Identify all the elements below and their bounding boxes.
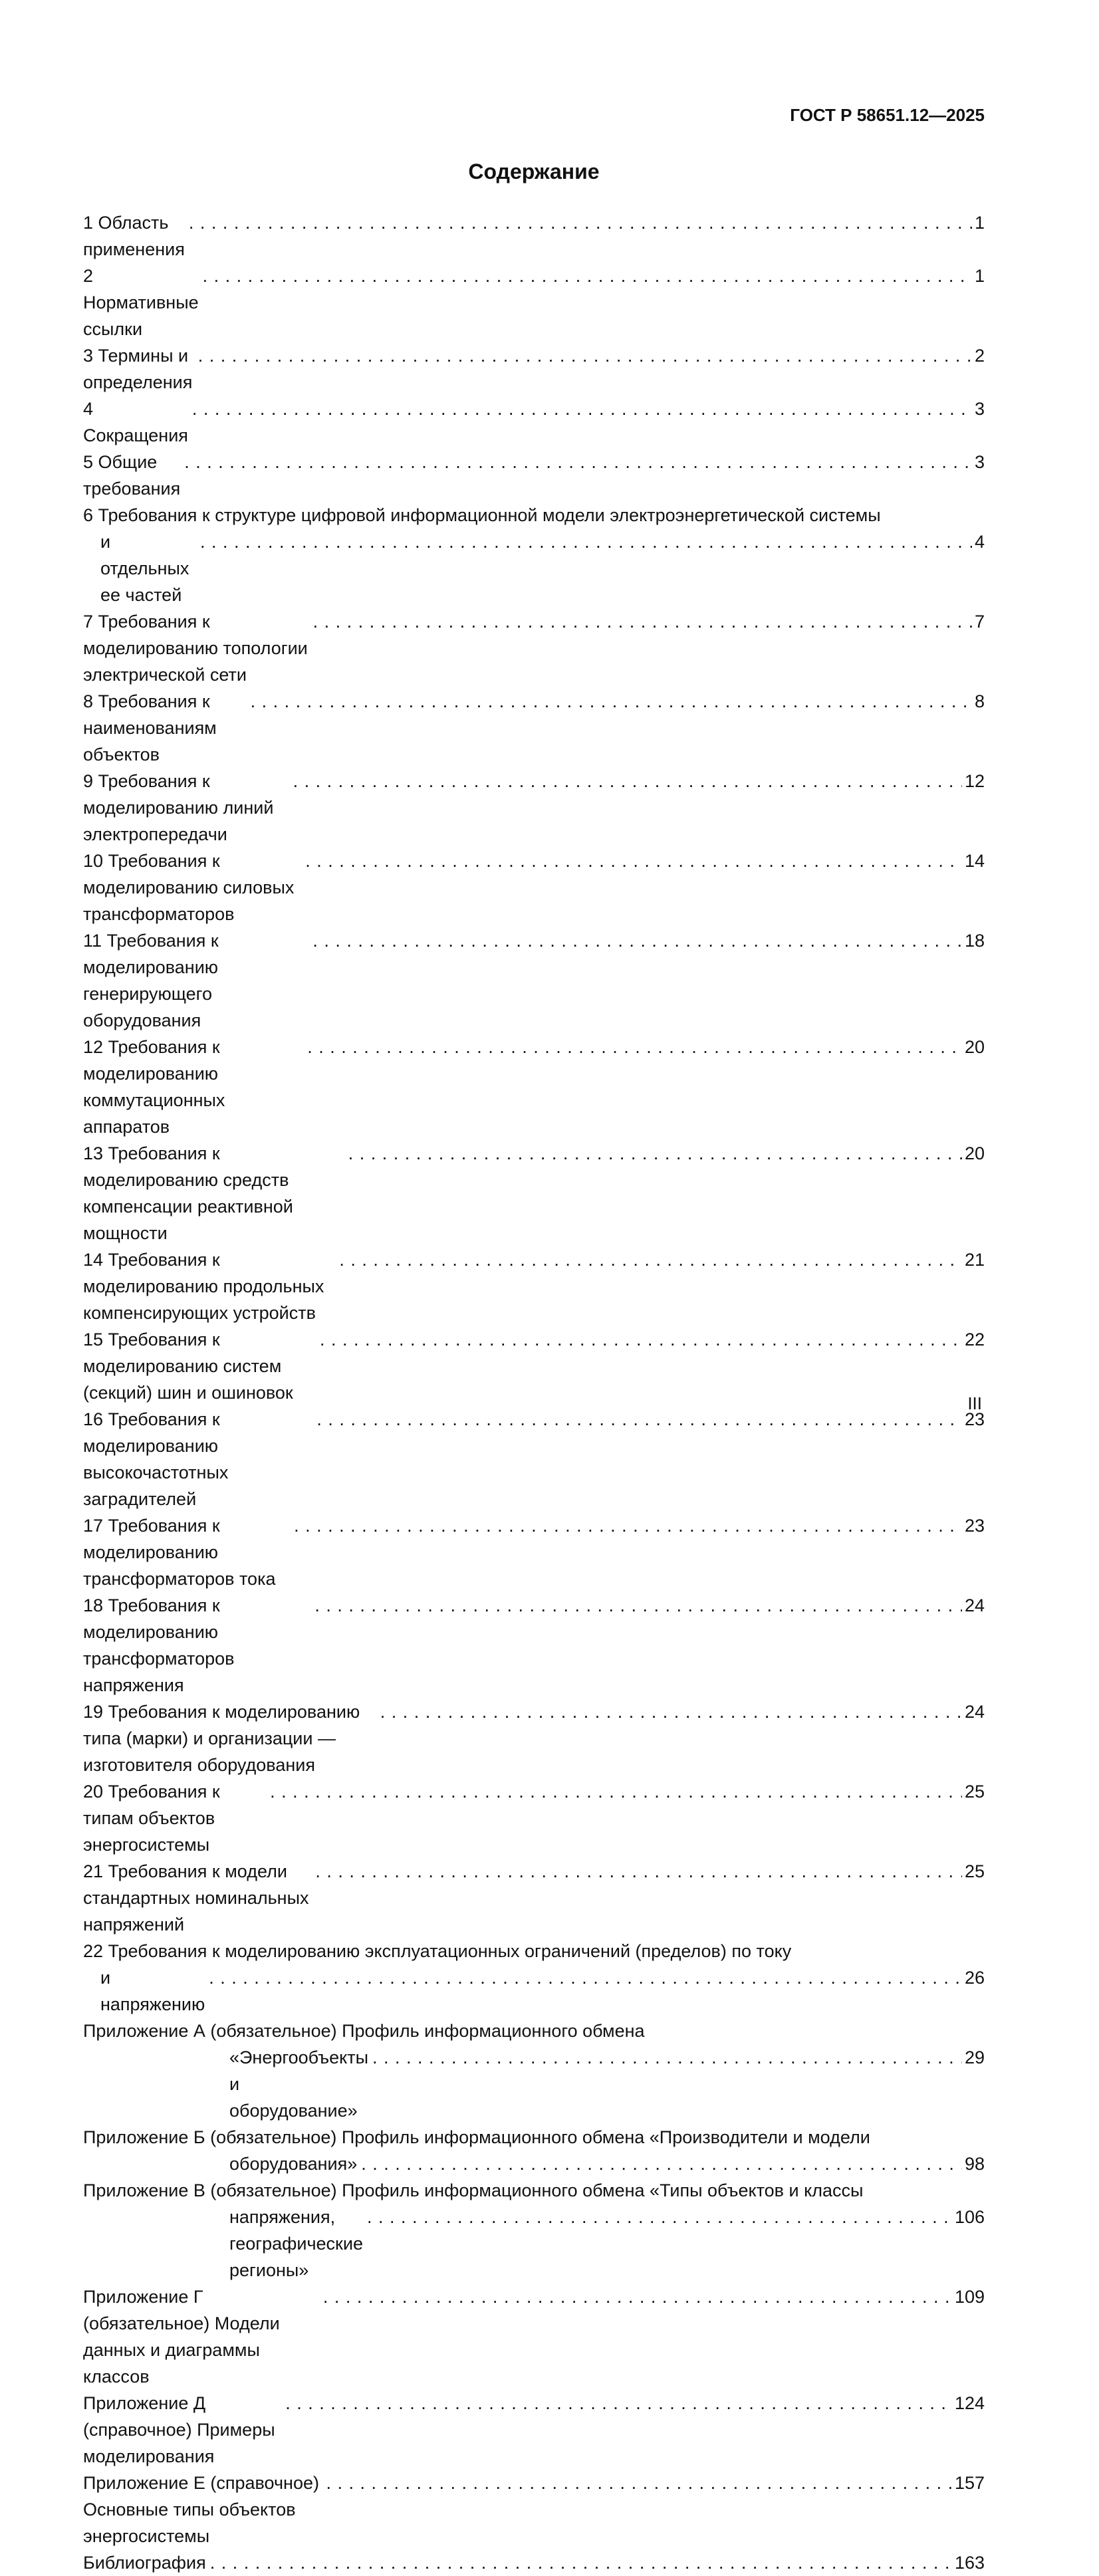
toc-entry-line xyxy=(83,1140,985,1246)
toc-entry-text: 18 Требования к моделированию трансформаторов напряжения xyxy=(83,1595,240,1695)
toc-entry-line xyxy=(83,1698,985,1778)
toc-entry-text: 2 Нормативные ссылки xyxy=(83,266,204,339)
dot-leader xyxy=(348,1140,962,1167)
toc-page-number: 163 xyxy=(954,2553,985,2573)
toc-entry-text: 15 Требования к моделированию систем (секций) шин и ошиновок xyxy=(83,1330,293,1403)
toc-page-number: 14 xyxy=(964,851,985,871)
toc-page-number: 2 xyxy=(974,346,985,366)
dot-leader xyxy=(313,608,972,635)
toc-entry-line xyxy=(83,848,985,927)
toc-entry-line xyxy=(83,2204,985,2283)
toc-page-number: 3 xyxy=(974,399,985,419)
toc-entry-line xyxy=(83,2283,985,2390)
toc-entry xyxy=(83,263,985,342)
toc-entry xyxy=(83,1938,985,2018)
toc-page-number: 7 xyxy=(974,612,985,632)
toc-entry-line xyxy=(83,1406,985,1512)
dot-leader xyxy=(367,2204,952,2230)
toc-entry-line xyxy=(83,927,985,1034)
toc-entry xyxy=(83,1246,985,1326)
toc-entry-text: и отдельных ее частей xyxy=(100,532,194,605)
toc-page-number: 24 xyxy=(964,1702,985,1722)
toc-entry xyxy=(83,1326,985,1406)
toc-page-number: 23 xyxy=(964,1516,985,1536)
toc-entry xyxy=(83,502,985,608)
toc-entry-text: 3 Термины и определения xyxy=(83,346,193,392)
dot-leader xyxy=(312,927,962,954)
dot-leader xyxy=(326,2470,951,2496)
toc-entry-text: 13 Требования к моделированию средств компенсации реактивной мощности xyxy=(83,1143,299,1243)
dot-leader xyxy=(339,1246,962,1273)
dot-leader xyxy=(320,1326,962,1353)
toc-entry xyxy=(83,2549,985,2576)
toc-page-number: 8 xyxy=(974,691,985,711)
toc-entry-text: 16 Требования к моделированию высокочастотных заградителей xyxy=(83,1409,233,1509)
dot-leader xyxy=(372,2044,962,2071)
toc-entry-line xyxy=(83,1246,985,1326)
toc-entry-line xyxy=(83,1592,985,1698)
toc-entry xyxy=(83,608,985,688)
toc-entry-text: 14 Требования к моделированию продольных компенсирующих устройств xyxy=(83,1250,329,1323)
toc-entry-text: 4 Сокращения xyxy=(83,399,188,445)
toc-entry-line xyxy=(83,1778,985,1858)
toc-entry xyxy=(83,449,985,502)
toc-page-number: 1 xyxy=(974,213,985,233)
toc-entry xyxy=(83,1592,985,1698)
toc-entry-line xyxy=(83,1512,985,1592)
toc-entry-text: Приложение Б (обязательное) Профиль информационного обмена «Производители и модели xyxy=(83,2127,870,2147)
toc-entry-text: оборудования» xyxy=(229,2154,358,2174)
toc-entry-text: 10 Требования к моделированию силовых трансформаторов xyxy=(83,851,299,924)
toc-entry-line xyxy=(83,2470,985,2549)
toc-entry-text: Библиография xyxy=(83,2553,206,2573)
dot-leader xyxy=(323,2283,952,2310)
toc-page-number: 3 xyxy=(974,452,985,472)
toc-page-number: 25 xyxy=(964,1782,985,1802)
toc-entry-line xyxy=(83,1326,985,1406)
toc-entry xyxy=(83,688,985,768)
toc-page-number: 12 xyxy=(964,771,985,791)
toc-entry-line xyxy=(83,688,985,768)
dot-leader xyxy=(210,2549,952,2576)
toc-page-number: 124 xyxy=(954,2393,985,2413)
toc-entry-line xyxy=(83,1858,985,1938)
toc-entry-line xyxy=(83,2151,985,2177)
toc-page-number: 20 xyxy=(964,1143,985,1163)
toc-page-number: 109 xyxy=(954,2287,985,2307)
dot-leader xyxy=(285,2390,952,2416)
toc-entry xyxy=(83,1034,985,1140)
toc-entry-line xyxy=(83,608,985,688)
dot-leader xyxy=(203,263,972,289)
toc-entry xyxy=(83,396,985,449)
toc-page-number: 29 xyxy=(964,2048,985,2067)
toc-entry-text: напряжения, географические регионы» xyxy=(229,2207,368,2280)
toc-entry-line xyxy=(83,342,985,396)
toc-page-number: 23 xyxy=(964,1409,985,1429)
toc-entry-text: 21 Требования к модели стандартных номинальных напряжений xyxy=(83,1861,314,1934)
toc-entry-text: 8 Требования к наименованиям объектов xyxy=(83,691,222,764)
page-footer xyxy=(967,1393,982,1414)
toc-entry-text: 1 Область применения xyxy=(83,213,185,259)
toc-entry-text: Приложение Г (обязательное) Модели данных и диаграммы классов xyxy=(83,2287,285,2387)
toc-entry xyxy=(83,2018,985,2124)
toc-entry xyxy=(83,2283,985,2390)
toc-entry xyxy=(83,2124,985,2177)
toc-entry-line xyxy=(83,263,985,342)
toc-entry-text: 11 Требования к моделированию генерирующего оборудования xyxy=(83,931,224,1030)
dot-leader xyxy=(270,1778,962,1805)
dot-leader xyxy=(361,2151,962,2177)
page-title: Содержание xyxy=(468,160,600,183)
toc-entry-line xyxy=(83,768,985,848)
page-header xyxy=(83,105,985,125)
toc-page-number: 98 xyxy=(964,2154,985,2174)
toc-entry xyxy=(83,2177,985,2283)
toc-page-number: 24 xyxy=(964,1595,985,1615)
toc-entry xyxy=(83,1778,985,1858)
dot-leader xyxy=(294,1512,962,1539)
toc-entry xyxy=(83,2390,985,2470)
toc-entry xyxy=(83,209,985,263)
toc-entry-line xyxy=(83,2549,985,2576)
dot-leader xyxy=(380,1698,962,1725)
toc-entry xyxy=(83,1512,985,1592)
dot-leader xyxy=(189,209,972,236)
toc-entry xyxy=(83,768,985,848)
toc-entry xyxy=(83,1140,985,1246)
dot-leader xyxy=(315,1858,962,1885)
dot-leader xyxy=(251,688,972,715)
toc-entry-line xyxy=(83,449,985,502)
toc-entry-text: Приложение В (обязательное) Профиль информационного обмена «Типы объектов и классы xyxy=(83,2180,864,2200)
toc-entry xyxy=(83,1858,985,1938)
toc-entry-text: 22 Требования к моделированию эксплуатационных ограничений (пределов) по току xyxy=(83,1941,792,1961)
toc-page-number: 157 xyxy=(954,2473,985,2493)
toc-list xyxy=(83,209,985,2576)
toc-entry-text: 17 Требования к моделированию трансформаторов тока xyxy=(83,1516,276,1589)
toc-entry-line xyxy=(83,1034,985,1140)
toc-page-number: 1 xyxy=(974,266,985,286)
toc-entry xyxy=(83,927,985,1034)
dot-leader xyxy=(198,342,972,369)
toc-page-number: 25 xyxy=(964,1861,985,1881)
toc-page-number: 22 xyxy=(964,1330,985,1349)
toc-page-number: 20 xyxy=(964,1037,985,1057)
dot-leader xyxy=(200,528,972,555)
toc-entry-text: 20 Требования к типам объектов энергосистемы xyxy=(83,1782,225,1855)
toc-entry-line xyxy=(83,528,985,608)
toc-entry-line xyxy=(83,2044,985,2124)
toc-entry-text: 5 Общие требования xyxy=(83,452,181,499)
toc-entry xyxy=(83,2470,985,2549)
toc-entry-line xyxy=(83,1964,985,2018)
toc-entry xyxy=(83,1698,985,1778)
toc-entry-text: «Энергообъекты и оборудование» xyxy=(229,2048,374,2121)
toc-entry xyxy=(83,848,985,927)
toc-entry-text: Приложение Д (справочное) Примеры моделирования xyxy=(83,2393,281,2466)
toc-page-number: 21 xyxy=(964,1250,985,1270)
dot-leader xyxy=(314,1592,962,1619)
toc-entry-line xyxy=(83,209,985,263)
doc-number: ГОСТ Р 58651.12—2025 xyxy=(790,105,985,125)
toc-entry-text: 7 Требования к моделированию топологии электрической сети xyxy=(83,612,313,685)
dot-leader xyxy=(305,848,962,874)
toc-entry-text: 12 Требования к моделированию коммутационных аппаратов xyxy=(83,1037,230,1137)
toc-page-number: 18 xyxy=(964,931,985,951)
toc-entry-line xyxy=(83,396,985,449)
dot-leader xyxy=(307,1034,962,1060)
toc-entry-text: Приложение Е (справочное) Основные типы объектов энергосистемы xyxy=(83,2473,324,2546)
toc-entry-text: и напряжению xyxy=(100,1968,205,2014)
dot-leader xyxy=(293,768,962,794)
dot-leader xyxy=(184,449,972,475)
toc-page-number: 106 xyxy=(954,2207,985,2227)
toc-entry-text: 9 Требования к моделированию линий электропередачи xyxy=(83,771,279,844)
toc-page-number: 4 xyxy=(974,532,985,552)
toc-page-number: 26 xyxy=(964,1968,985,1988)
toc-entry xyxy=(83,1406,985,1512)
dot-leader xyxy=(192,396,972,422)
folio-page-number: III xyxy=(967,1393,982,1413)
toc-entry xyxy=(83,342,985,396)
toc-entry-text: 19 Требования к моделированию типа (марки) и организации — изготовителя оборудования xyxy=(83,1702,365,1775)
dot-leader xyxy=(316,1406,962,1433)
toc-entry-text: 6 Требования к структуре цифровой информационной модели электроэнергетической системы xyxy=(83,505,881,525)
toc-entry-line xyxy=(83,2390,985,2470)
toc-entry-text: Приложение А (обязательное) Профиль информационного обмена xyxy=(83,2021,645,2041)
dot-leader xyxy=(209,1964,962,1991)
